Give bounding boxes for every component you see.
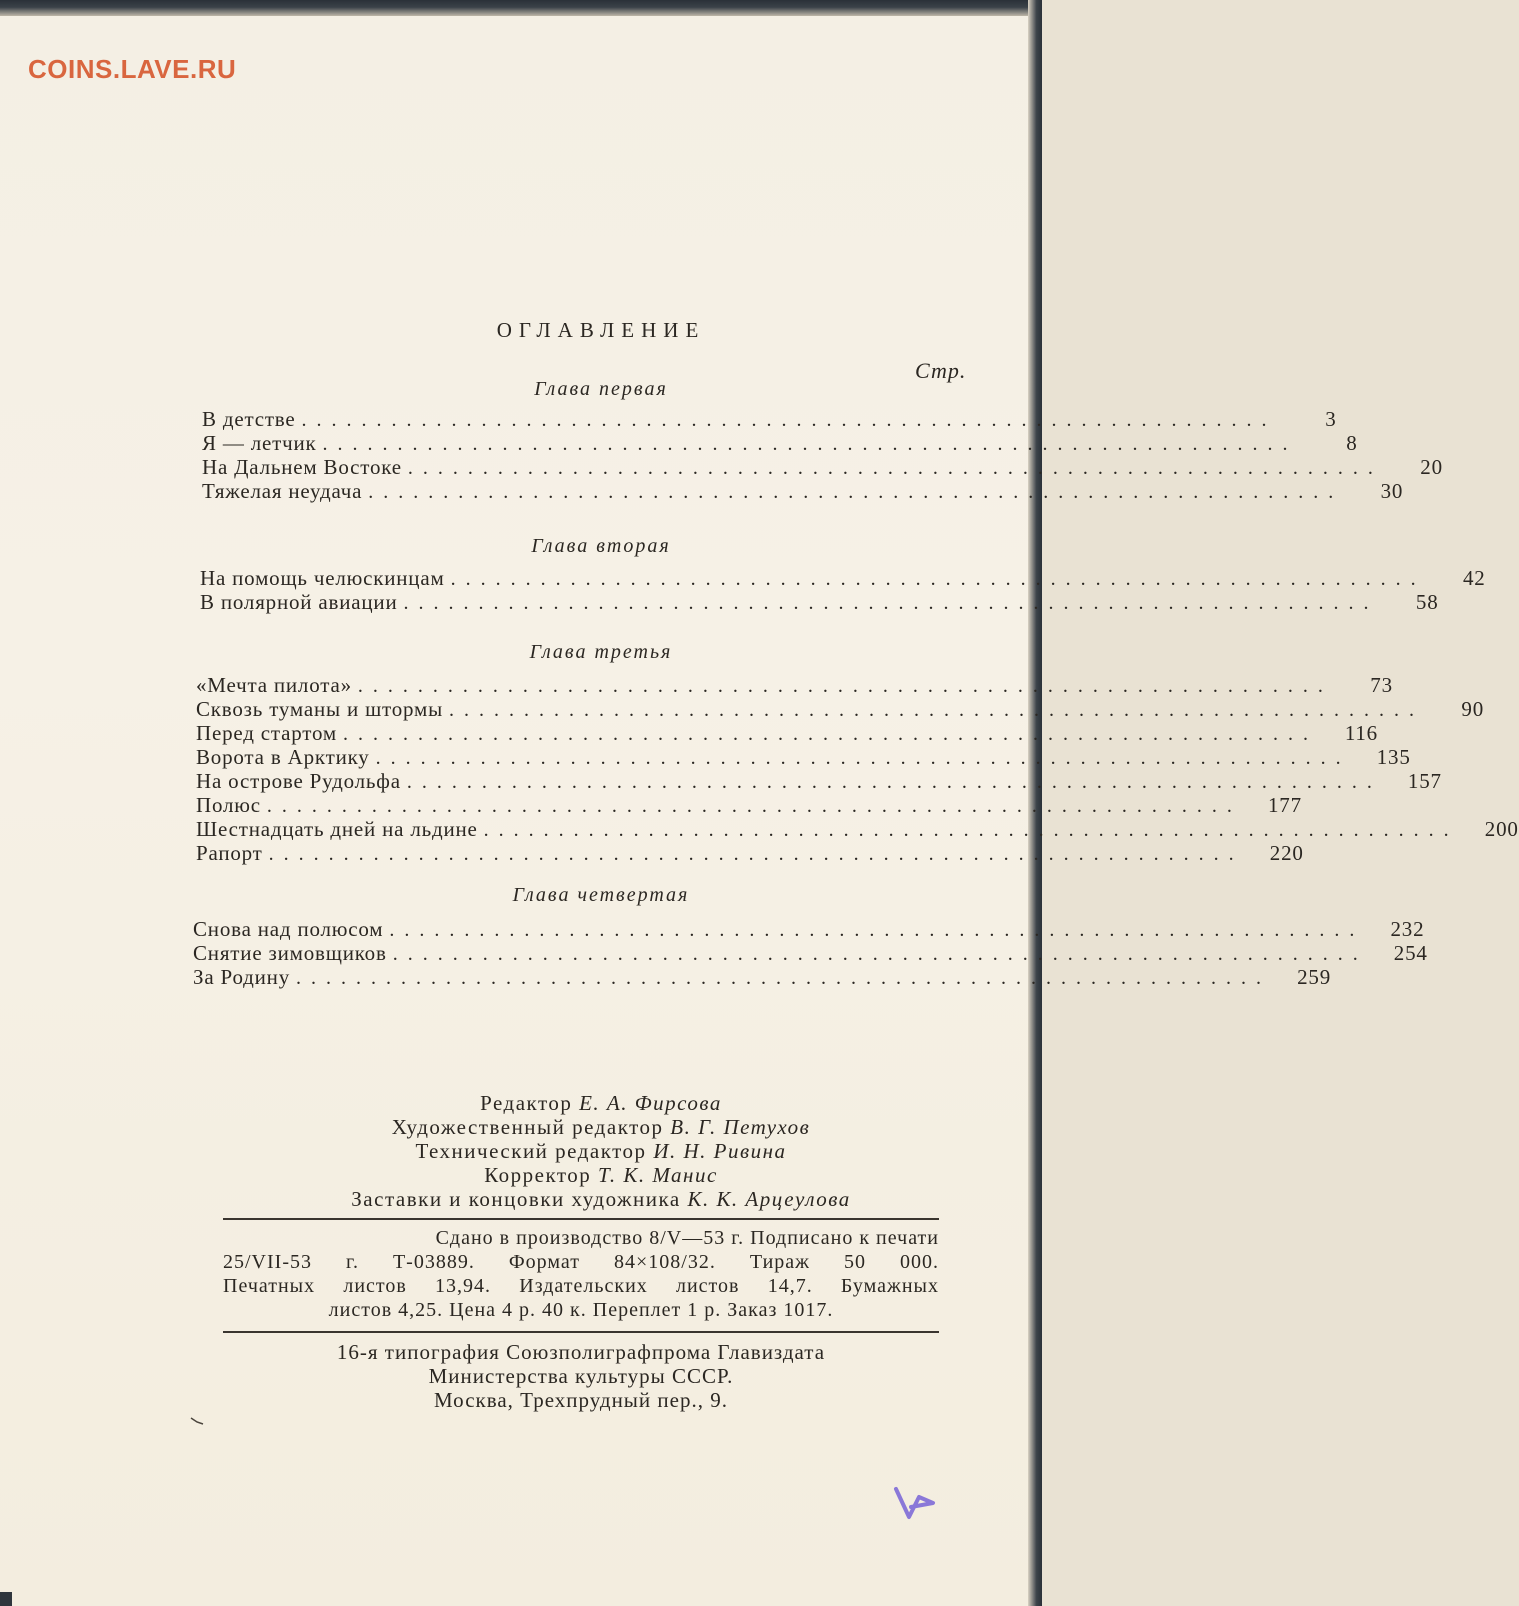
toc-entry-page: 135 bbox=[1376, 745, 1411, 769]
dot-leader: ................................................................. bbox=[407, 457, 1383, 479]
toc-entry-page: 254 bbox=[1393, 941, 1428, 965]
dot-leader: ................................................................. bbox=[266, 795, 1242, 817]
page-column-label: Стр. bbox=[915, 358, 967, 383]
toc-entry bbox=[196, 721, 1378, 746]
toc-entry bbox=[202, 455, 1443, 480]
toc-entry-page: 73 bbox=[1370, 673, 1393, 697]
credit-line bbox=[0, 1091, 1202, 1116]
dot-leader: ................................................................. bbox=[389, 919, 1365, 941]
imprint-line: листов 4,25. Цена 4 р. 40 к. Переплет 1 р. Заказ 1017. bbox=[328, 1299, 834, 1321]
dot-leader: ................................................................. bbox=[406, 771, 1382, 793]
toc-entry bbox=[196, 697, 1485, 722]
toc-entry bbox=[202, 407, 1337, 432]
toc-entry-title: Перед стартом bbox=[196, 721, 337, 745]
credit-role: Художественный редактор bbox=[391, 1115, 664, 1139]
credit-name: В. Г. Петухов bbox=[670, 1115, 811, 1139]
toc-entry-page: 8 bbox=[1346, 431, 1358, 455]
toc-entry bbox=[202, 431, 1358, 456]
credit-role: Заставки и концовки художника bbox=[351, 1187, 681, 1211]
printer-line: Москва, Трехпрудный пер., 9. bbox=[434, 1388, 728, 1412]
toc-entry-page: 116 bbox=[1344, 721, 1378, 745]
toc-entry-title: «Мечта пилота» bbox=[196, 673, 352, 697]
toc-entry bbox=[196, 793, 1302, 818]
credit-role: Технический редактор bbox=[415, 1139, 647, 1163]
toc-entry bbox=[200, 590, 1439, 615]
toc-entry-title: Ворота в Арктику bbox=[196, 745, 370, 769]
divider-rule bbox=[223, 1218, 939, 1220]
toc-entry-title: На острове Рудольфа bbox=[196, 769, 401, 793]
dot-leader: ................................................................. bbox=[403, 592, 1379, 614]
toc-entry-title: Сквозь туманы и штормы bbox=[196, 697, 444, 721]
credit-line bbox=[0, 1115, 1202, 1140]
dot-leader: ................................................................. bbox=[375, 747, 1351, 769]
imprint-line: 25/VII-53 г. Т-03889. Формат 84×108/32. Тираж 50 000. bbox=[223, 1251, 939, 1273]
chapter-heading: Глава вторая bbox=[531, 535, 671, 557]
toc-entry-page: 157 bbox=[1407, 769, 1442, 793]
imprint-line: Сдано в производство 8/V—53 г. Подписано к печати bbox=[435, 1227, 939, 1249]
dot-leader: ................................................................. bbox=[483, 819, 1459, 841]
toc-entry-page: 220 bbox=[1269, 841, 1304, 865]
dot-leader: ................................................................. bbox=[368, 481, 1344, 503]
toc-entry-title: Полюс bbox=[196, 793, 261, 817]
toc-entry bbox=[200, 566, 1486, 591]
dot-leader: ................................................................. bbox=[296, 967, 1272, 989]
toc-entry-title: На Дальнем Востоке bbox=[202, 455, 402, 479]
toc-entry-page: 3 bbox=[1325, 407, 1337, 431]
printer-line: Министерства культуры СССР. bbox=[428, 1364, 734, 1388]
credit-line bbox=[0, 1163, 1202, 1188]
toc-entry bbox=[196, 745, 1411, 770]
toc-entry bbox=[196, 817, 1519, 842]
credit-name: Т. К. Манис bbox=[598, 1163, 718, 1187]
toc-entry-title: Рапорт bbox=[196, 841, 263, 865]
watermark: COINS.LAVE.RU bbox=[28, 54, 237, 84]
toc-entry bbox=[202, 479, 1404, 504]
scan-top-edge bbox=[0, 0, 1042, 16]
dot-leader: ................................................................. bbox=[342, 723, 1318, 745]
toc-entry-title: В полярной авиации bbox=[200, 590, 398, 614]
ink-stamp-mark bbox=[893, 1483, 939, 1523]
dot-leader: ................................................................. bbox=[322, 433, 1298, 455]
toc-entry-page: 30 bbox=[1380, 479, 1404, 503]
chapter-heading: Глава четвертая bbox=[512, 884, 690, 906]
toc-entry-page: 200 bbox=[1484, 817, 1519, 841]
dot-leader: ................................................................. bbox=[450, 568, 1426, 590]
toc-title: ОГЛАВЛЕНИЕ bbox=[496, 318, 706, 342]
toc-entry-page: 58 bbox=[1415, 590, 1439, 614]
chapter-heading: Глава третья bbox=[529, 641, 673, 663]
toc-entry bbox=[193, 941, 1428, 966]
dot-leader: ................................................................. bbox=[357, 675, 1333, 697]
toc-entry-page: 90 bbox=[1461, 697, 1485, 721]
dot-leader: ................................................................. bbox=[392, 943, 1368, 965]
toc-entry-title: Снова над полюсом bbox=[193, 917, 384, 941]
toc-entry-title: За Родину bbox=[193, 965, 291, 989]
toc-entry-page: 259 bbox=[1297, 965, 1332, 989]
toc-entry-title: В детстве bbox=[202, 407, 296, 431]
toc-entry-page: 232 bbox=[1390, 917, 1425, 941]
credit-name: И. Н. Ривина bbox=[653, 1139, 787, 1163]
toc-entry-page: 177 bbox=[1267, 793, 1302, 817]
dot-leader: ................................................................. bbox=[301, 409, 1277, 431]
toc-entry-title: На помощь челюскинцам bbox=[200, 566, 445, 590]
toc-entry bbox=[196, 769, 1442, 794]
toc-entry bbox=[196, 673, 1393, 698]
credit-name: К. К. Арцеулова bbox=[687, 1187, 851, 1211]
divider-rule bbox=[223, 1331, 939, 1333]
dot-leader: ................................................................. bbox=[449, 699, 1425, 721]
toc-entry-title: Я — летчик bbox=[202, 431, 317, 455]
toc-entry bbox=[193, 965, 1332, 990]
credit-role: Корректор bbox=[484, 1163, 592, 1187]
credit-name: Е. А. Фирсова bbox=[579, 1091, 722, 1115]
toc-entry bbox=[193, 917, 1425, 942]
imprint-line: Печатных листов 13,94. Издательских листов 14,7. Бумажных bbox=[223, 1275, 939, 1297]
dot-leader: ................................................................. bbox=[268, 843, 1244, 865]
toc-entry-title: Снятие зимовщиков bbox=[193, 941, 387, 965]
toc-entry-title: Шестнадцать дней на льдине bbox=[196, 817, 478, 841]
toc-entry-page: 42 bbox=[1462, 566, 1486, 590]
toc-entry-page: 20 bbox=[1420, 455, 1443, 479]
credit-line bbox=[0, 1187, 1202, 1212]
pencil-tick-mark bbox=[190, 1416, 204, 1426]
scan-corner bbox=[0, 1592, 12, 1606]
chapter-heading: Глава первая bbox=[534, 378, 668, 400]
printer-line: 16-я типография Союзполиграфпрома Главиздата bbox=[336, 1340, 826, 1364]
credit-line bbox=[0, 1139, 1202, 1164]
credit-role: Редактор bbox=[480, 1091, 573, 1115]
toc-entry bbox=[196, 841, 1304, 866]
toc-entry-title: Тяжелая неудача bbox=[202, 479, 363, 503]
